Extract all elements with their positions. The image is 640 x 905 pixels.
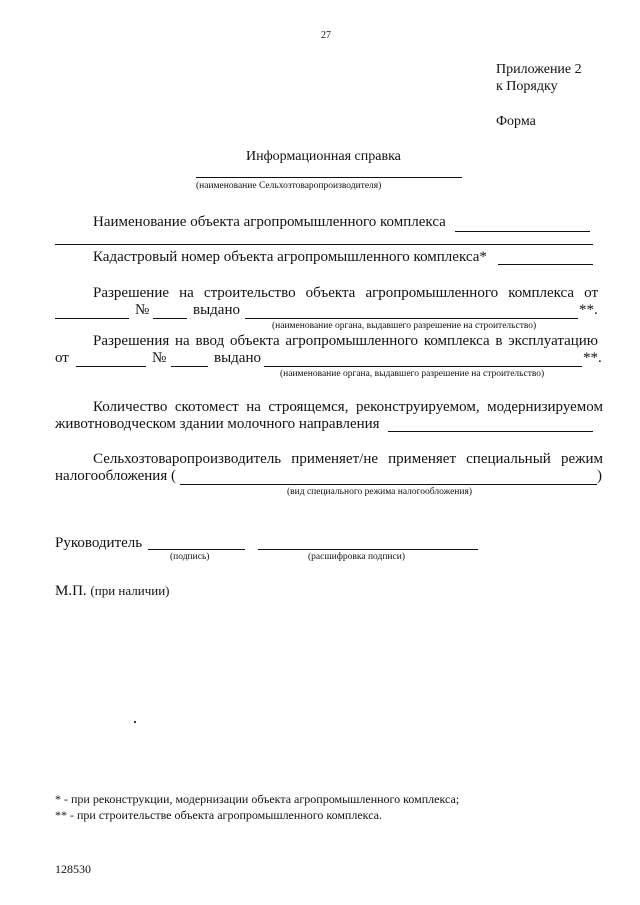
- page-number: 27: [321, 30, 331, 41]
- stamp-label: [55, 583, 169, 600]
- document-title: Информационная справка: [246, 149, 401, 164]
- scan-speck: [134, 721, 136, 723]
- livestock-line1: Количество скотомест на строящемся, реконструируемом, модернизируемом: [93, 399, 603, 415]
- commission-permit-issued: выдано: [214, 350, 261, 366]
- livestock-count-line: [388, 431, 593, 432]
- commission-permit-line1: Разрешения на ввод объекта агропромышленного комплекса в эксплуатацию: [93, 333, 598, 349]
- appendix-line2: к Порядку: [496, 79, 558, 94]
- producer-name-line: [196, 177, 462, 178]
- form-label: Форма: [496, 114, 536, 129]
- appendix-line1: Приложение 2: [496, 62, 582, 77]
- object-name-line-2: [55, 244, 593, 245]
- build-permit-date-line: [55, 318, 129, 319]
- build-permit-number-line: [153, 318, 187, 319]
- signature-line: [148, 549, 245, 550]
- commission-permit-num-sign: №: [152, 350, 167, 366]
- signature-decode-caption: (расшифровка подписи): [308, 552, 405, 562]
- signature-caption: (подпись): [170, 552, 210, 562]
- stamp-mp: М.П.: [55, 583, 87, 599]
- object-name-label: Наименование объекта агропромышленного комплекса: [93, 214, 446, 230]
- commission-permit-from: от: [55, 350, 69, 366]
- tax-line1: Сельхозтоваропроизводитель применяет/не применяет специальный режим: [93, 451, 603, 467]
- stamp-if-any: (при наличии): [90, 583, 170, 598]
- cadastral-label: Кадастровый номер объекта агропромышленного комплекса*: [93, 249, 487, 265]
- livestock-line2: животноводческом здании молочного направления: [55, 416, 380, 432]
- build-permit-caption: (наименование органа, выдавшего разрешение на строительство): [272, 321, 537, 331]
- signature-decode-line: [258, 549, 478, 550]
- commission-permit-stars: **.: [583, 350, 602, 366]
- commission-permit-authority-line: [264, 366, 582, 367]
- build-permit-num-sign: №: [135, 302, 150, 318]
- build-permit-issued: выдано: [193, 302, 240, 318]
- tax-regime-line: [180, 484, 597, 485]
- build-permit-authority-line: [245, 318, 578, 319]
- footnote-two: ** - при строительстве объекта агропромышленного комплекса.: [55, 808, 382, 822]
- document-code: 128530: [55, 862, 91, 876]
- commission-permit-number-line: [171, 366, 208, 367]
- object-name-line: [455, 231, 590, 232]
- tax-line2-end: ): [597, 468, 602, 484]
- head-label: Руководитель: [55, 535, 143, 551]
- tax-line2-start: налогообложения (: [55, 468, 176, 484]
- cadastral-line: [498, 264, 593, 265]
- commission-permit-date-line: [76, 366, 146, 367]
- build-permit-line1: Разрешение на строительство объекта агропромышленного комплекса от: [93, 285, 598, 301]
- build-permit-stars: **.: [579, 302, 598, 318]
- commission-permit-caption: (наименование органа, выдавшего разрешение на строительство): [280, 369, 545, 379]
- tax-caption: (вид специального режима налогообложения): [287, 487, 473, 497]
- producer-caption: (наименование Сельхозтоваропроизводителя): [196, 181, 382, 191]
- footnote-one: * - при реконструкции, модернизации объекта агропромышленного комплекса;: [55, 792, 460, 806]
